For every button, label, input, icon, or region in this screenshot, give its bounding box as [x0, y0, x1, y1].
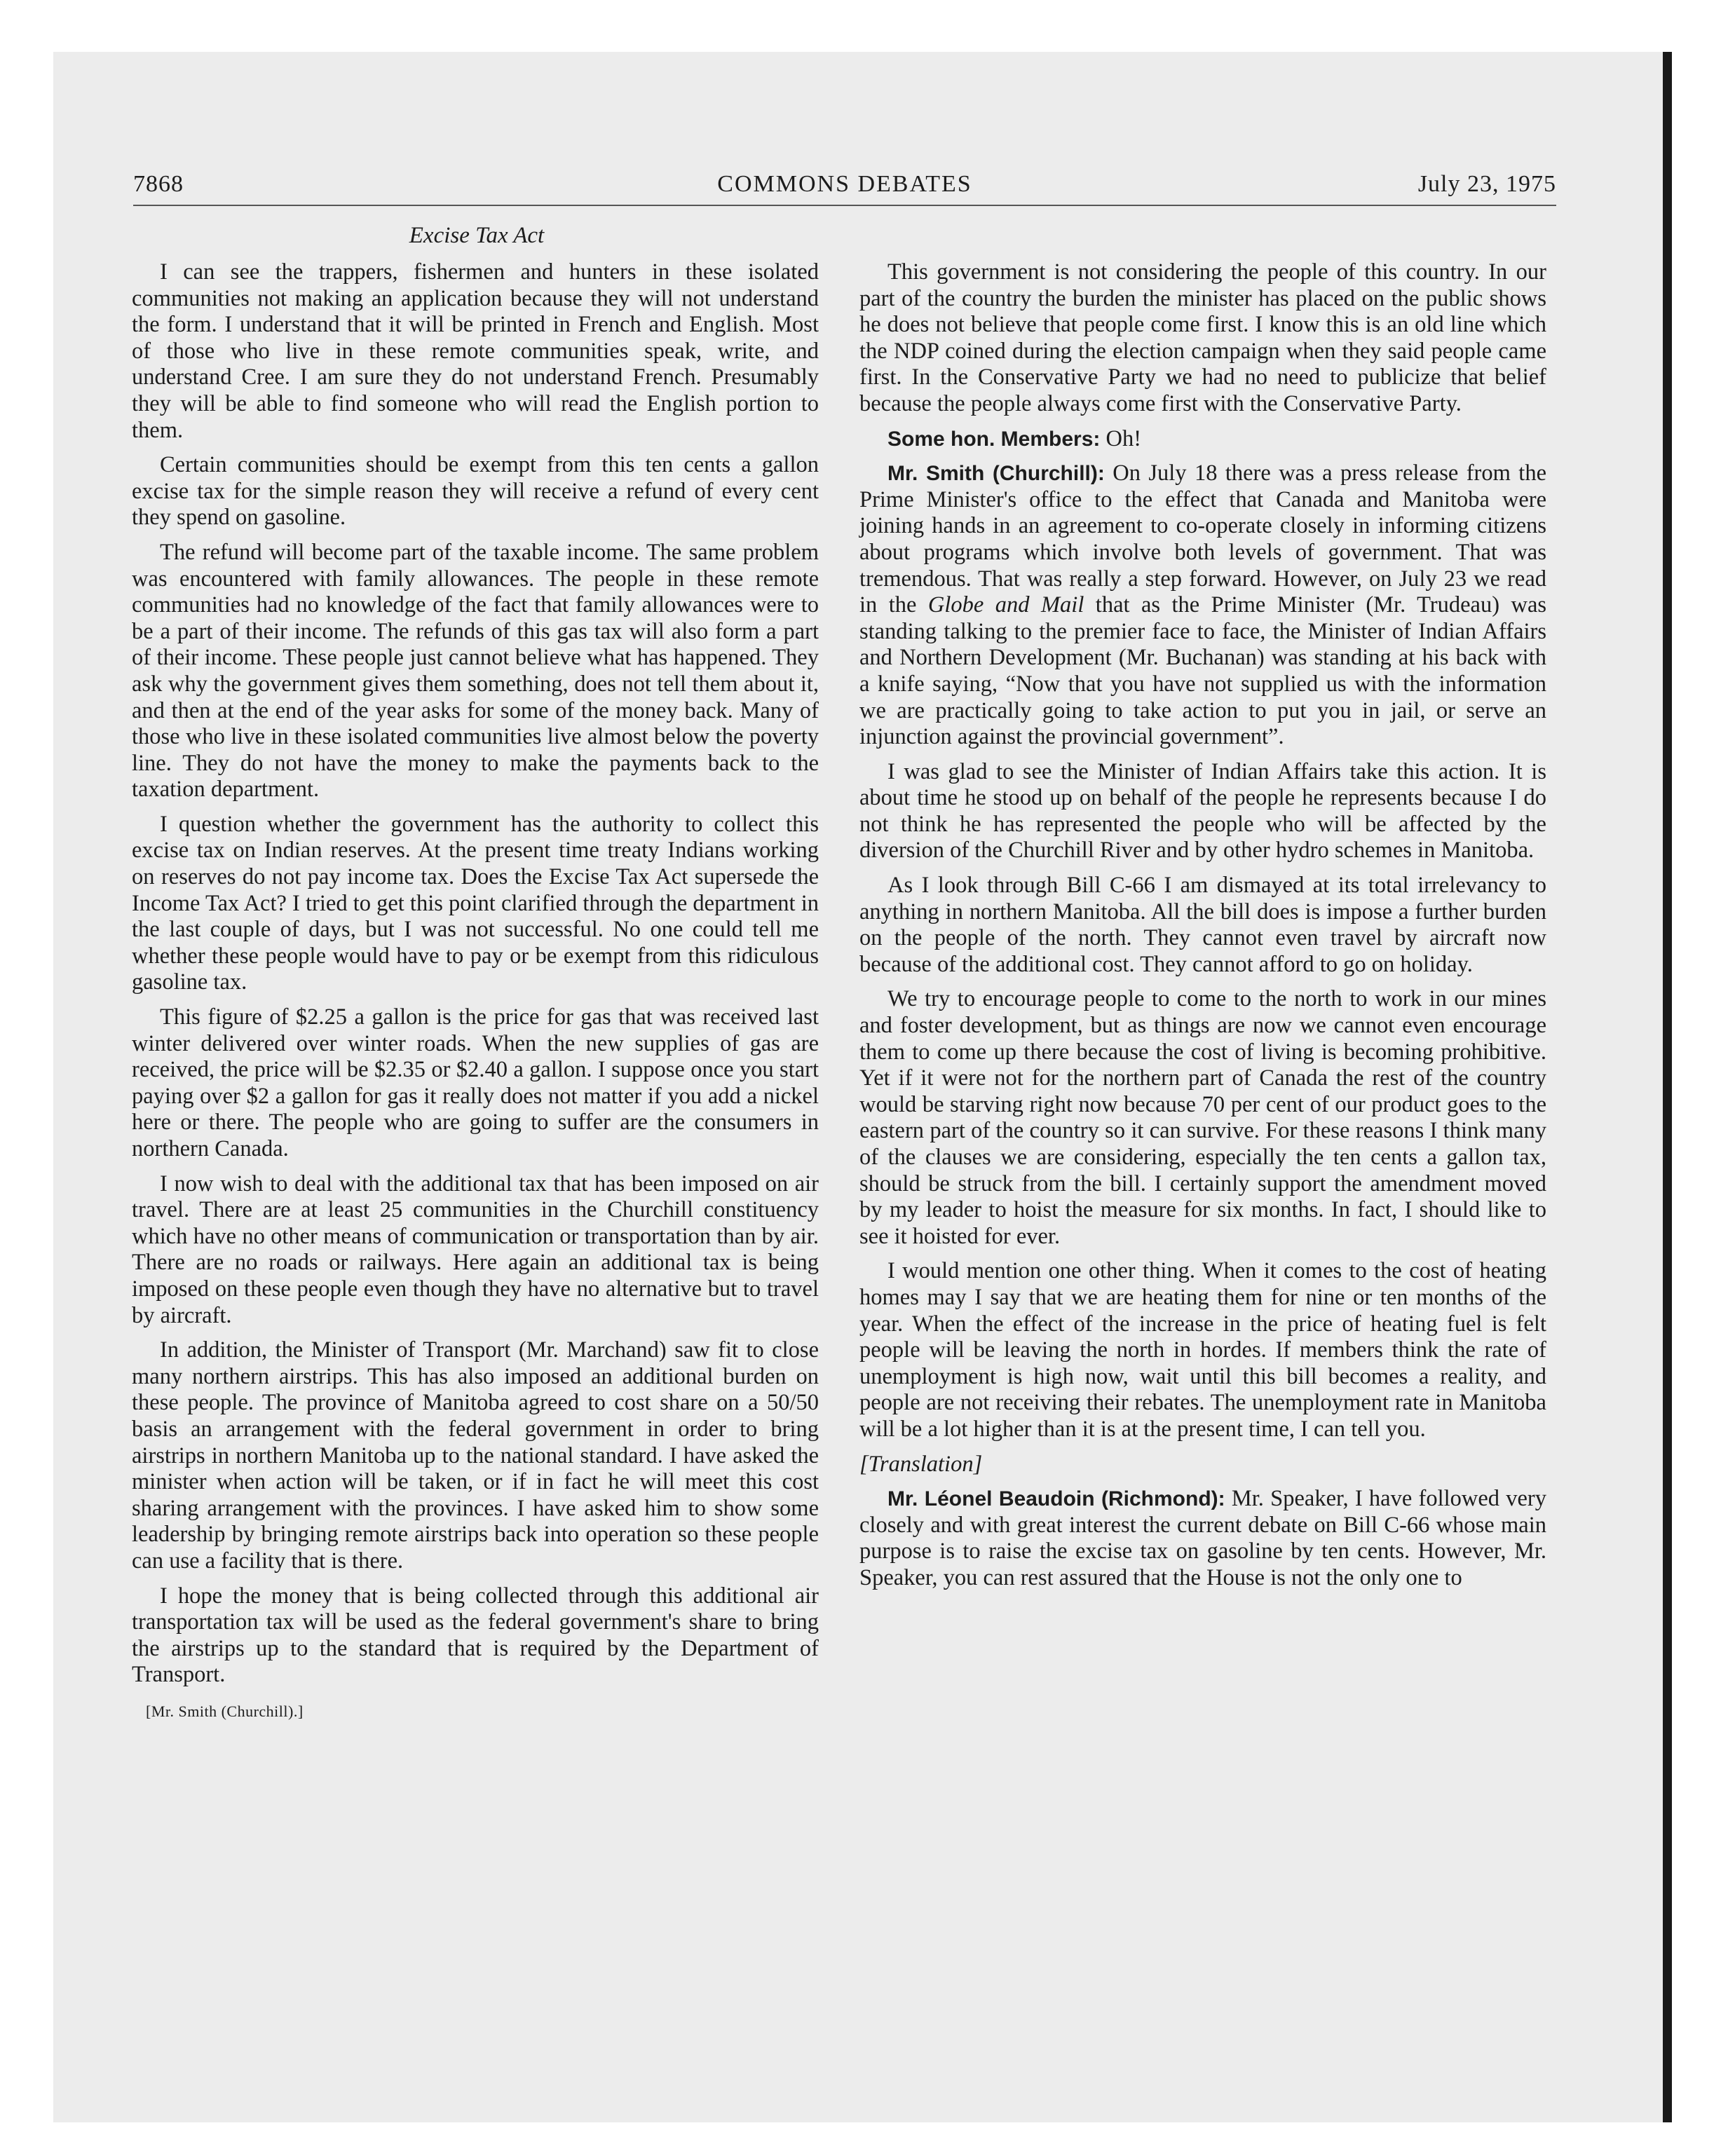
speaker-attribution: [Mr. Smith (Churchill).]	[146, 1702, 304, 1720]
paragraph: I question whether the government has the authority to collect this excise tax on Indian reserves. At the present time treaty Indians working on reserves do not pay income tax. Does the Excise Tax Act supersede the Income Tax Act? I tried to get this point clarified through the department in the last couple of days, but I was not successful. No one could tell me whether these people would have to pay or be exempt from this ridiculous gasoline tax.	[132, 811, 819, 995]
page-number: 7868	[133, 171, 184, 197]
header-date: July 23, 1975	[1417, 171, 1556, 197]
interjection	[859, 426, 1546, 453]
paragraph: We try to encourage people to come to the north to work in our mines and foster development, but as things are now we cannot even encourage them to come up there because the cost of living is becoming prohibitive. Yet if it were not for the northern part of Canada the rest of the country would be starving right now because 70 per cent of our product goes to the eastern part of the country so it can survive. For these reasons I think many of the clauses we are considering, especially the ten cents a gallon tax, should be struck from the bill. I certainly support the amendment moved by my leader to hoist the measure for six months. In fact, I should like to see it hoisted for ever.	[859, 986, 1546, 1249]
paragraph: I was glad to see the Minister of Indian Affairs take this action. It is about time he stood up on behalf of the people he represents because I do not think he has represented the people who will be affected by the diversion of the Churchill River and by other hydro schemes in Manitoba.	[859, 758, 1546, 864]
paragraph: As I look through Bill C-66 I am dismayed at its total irrelevancy to anything in northern Manitoba. All the bill does is impose a further burden on the people of the north. They cannot even travel by aircraft now because of the additional cost. They cannot afford to go on holiday.	[859, 873, 1546, 977]
running-head: Excise Tax Act	[409, 223, 545, 248]
speech-text: On July 18 there was a press release from the Prime Minister's office to the effect that Canada and Manitoba were joining hands in an agreement to co-operate closely in informing citizens about programs which involve both levels of government. That was tremendous. That was really a step forward. However, on July 23 we read in the	[859, 460, 1546, 618]
scan-edge-shadow	[1663, 52, 1672, 2122]
paragraph: I would mention one other thing. When it comes to the cost of heating homes may I say that we are heating them for nine or ten months of the year. When the effect of the increase in the price of heating fuel is felt people will be leaving the north in hordes. If members think the rate of unemployment is high now, wait until this bill becomes a reality, and people are not receiving their rebates. The unemployment rate in Manitoba will be a lot higher than it is at the present time, I can tell you.	[859, 1258, 1546, 1442]
paragraph: I hope the money that is being collected through this additional air transportation tax will be used as the federal government's share to bring the airstrips up to the standard that is required by the Department of Transport.	[132, 1583, 819, 1688]
newspaper-title: Globe and Mail	[927, 592, 1084, 618]
speech-text: that as the Prime Minister (Mr. Trudeau) was standing talking to the premier face to face, the Minister of Indian Affairs and Northern Development (Mr. Buchanan) was standing at his back with a knife saying, “Now that you have not supplied us with the information we are practically going to take action to put you in jail, or serve an injunction against the provincial government”.	[859, 592, 1547, 750]
paragraph: The refund will become part of the taxable income. The same problem was encountered with family allowances. The people in these remote communities had no knowledge of the fact that family allowances were to be a part of their income. The refunds of this gas tax will also form a part of their income. These people just cannot believe what has happened. They ask why the government gives them something, does not tell them about it, and then at the end of the year asks for some of the money back. Many of those who live in these isolated communities live almost below the poverty line. They do not have the money to make the payments back to the taxation department.	[132, 539, 819, 803]
speaker-name: Mr. Léonel Beaudoin (Richmond):	[887, 1487, 1225, 1511]
page-header	[133, 171, 1556, 202]
translation-marker: [Translation]	[859, 1451, 983, 1477]
header-rule	[133, 205, 1556, 206]
paragraph: This figure of $2.25 a gallon is the price for gas that was received last winter delivered over winter roads. When the new supplies of gas are received, the price will be $2.35 or $2.40 a gallon. I suppose once you start paying over $2 a gallon for gas it really does not matter if you add a nickel here or there. The people who are going to suffer are the consumers in northern Canada.	[132, 1004, 819, 1161]
publication-title: COMMONS DEBATES	[717, 171, 972, 197]
interjection-text: Oh!	[1100, 425, 1142, 451]
left-column	[132, 259, 819, 1724]
speech-paragraph	[859, 1486, 1546, 1591]
paragraph: I now wish to deal with the additional tax that has been imposed on air travel. There are at least 25 communities in the Churchill constituency which have no other means of communication or transportation than by air. There are no roads or railways. Here again an additional tax is being imposed on these people even though they have no alternative but to travel by aircraft.	[132, 1171, 819, 1328]
paragraph: Certain communities should be exempt from this ten cents a gallon excise tax for the simple reason they will receive a refund of every cent they spend on gasoline.	[132, 452, 819, 531]
speech-text: Mr. Speaker, I have followed very closely and with great interest the current debate on Bill C-66 whose main purpose is to raise the excise tax on gasoline by ten cents. However, Mr. Speaker, you can rest assured that the House is not the only one to	[859, 1486, 1546, 1590]
paragraph: In addition, the Minister of Transport (Mr. Marchand) saw fit to close many northern airstrips. This has also imposed an additional burden on these people. The province of Manitoba agreed to cost share on a 50/50 basis an arrangement with the federal government in order to bring airstrips in northern Manitoba up to the national standard. I have asked the minister when action will be taken, or if in fact he will meet this cost sharing arrangement with the provinces. I have asked him to show some leadership by bringing remote airstrips back into operation so these people can use a facility that is there.	[132, 1337, 819, 1574]
paragraph: I can see the trappers, fishermen and hunters in these isolated communities not making an application because they will not understand the form. I understand that it will be printed in French and English. Most of those who live in these remote communities speak, write, and understand Cree. I am sure they do not understand French. Presumably they will be able to find someone who will read the English portion to them.	[132, 259, 819, 443]
paragraph: This government is not considering the people of this country. In our part of the country the burden the minister has placed on the public shows he does not believe that people come first. I know this is an old line which the NDP coined during the election campaign when they said people came first. In the Conservative Party we had no need to publicize that belief because the people always come first with the Conservative Party.	[859, 259, 1546, 416]
speaker-name: Some hon. Members:	[887, 427, 1101, 451]
speaker-name: Mr. Smith (Churchill):	[887, 462, 1105, 486]
speech-paragraph	[859, 460, 1546, 751]
right-column	[859, 259, 1546, 1600]
